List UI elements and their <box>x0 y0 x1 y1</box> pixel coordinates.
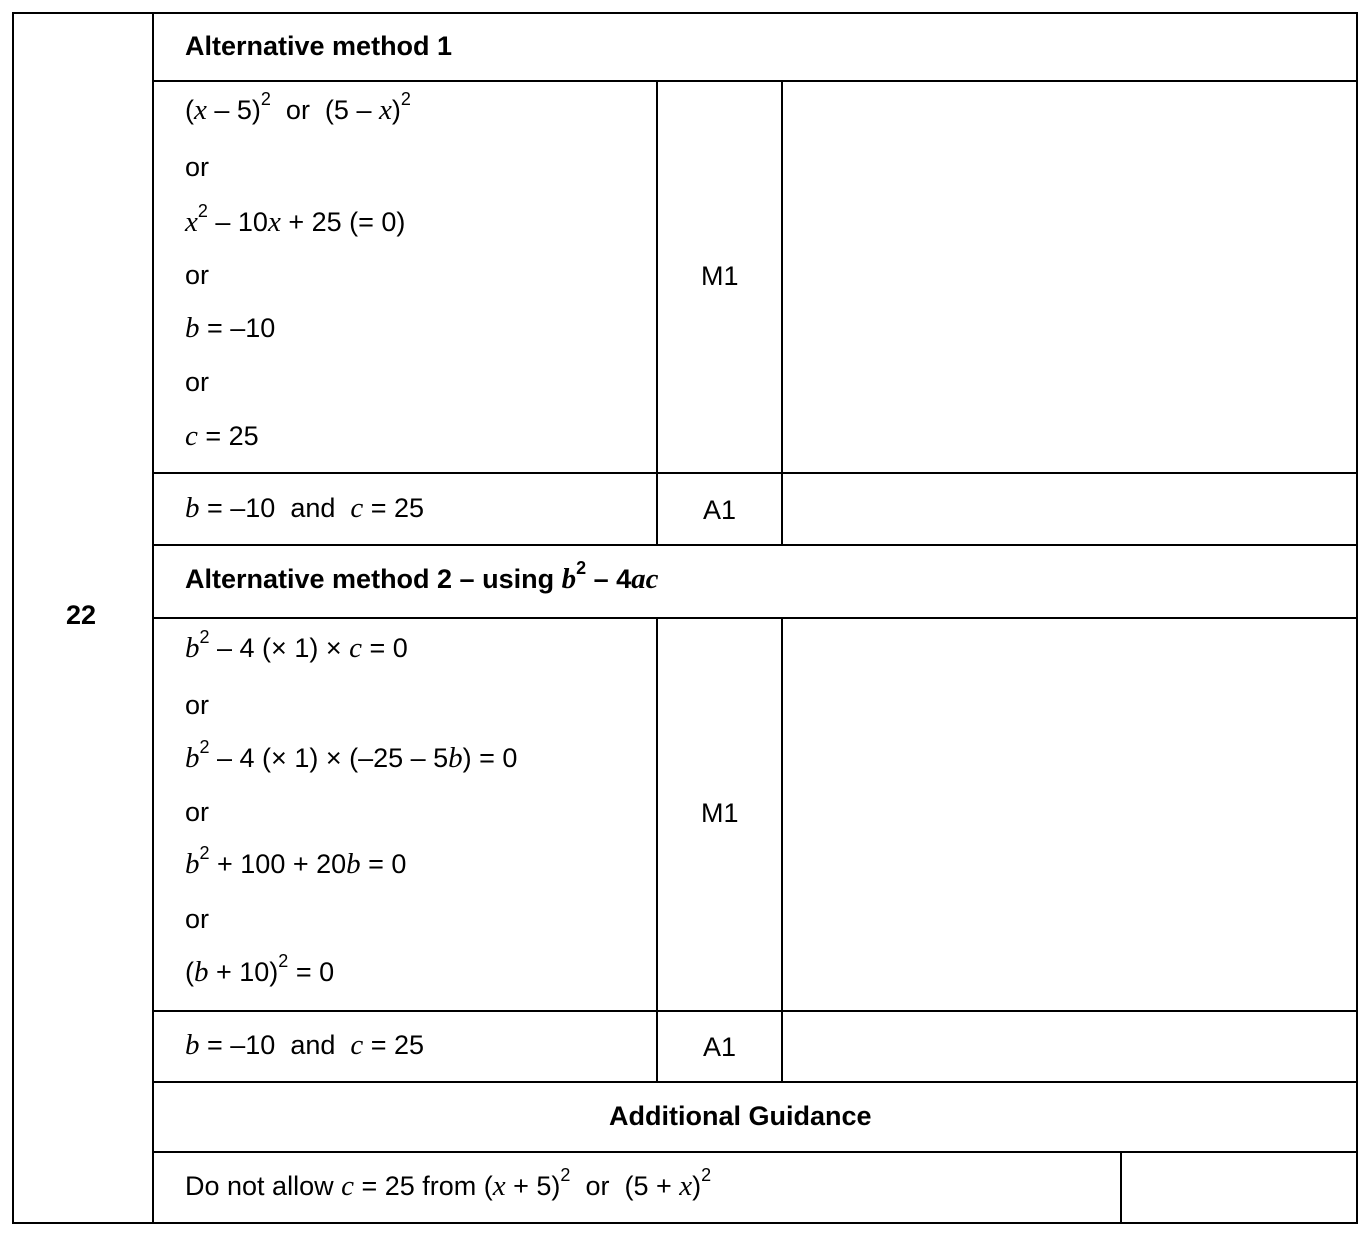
alt1-m1-mark: M1 <box>701 261 739 291</box>
alt1-title: Alternative method 1 <box>185 31 453 61</box>
working-line: $b^2 + 100 + 20b = 0$ <box>185 843 407 880</box>
working-line: or <box>185 690 210 720</box>
alt1-a1-mark: A1 <box>703 495 737 525</box>
divider <box>152 544 1358 546</box>
alt2-title: Alternative method 2 – using $b^2 - 4ac$ <box>185 558 659 595</box>
working-line: or <box>185 367 210 397</box>
alt2-a1-mark: A1 <box>703 1032 737 1062</box>
guidance-text: Do not allow c = 25 from $(x + 5)^2$ or $(5 + x)^2$ <box>185 1165 712 1202</box>
divider <box>656 618 658 1083</box>
divider <box>152 1010 1358 1012</box>
alt1-m1-working <box>185 89 645 464</box>
alt1-a1-answer: b = –10 and c = 25 <box>185 492 425 524</box>
working-line: c = 25 <box>185 420 259 452</box>
divider <box>656 82 658 546</box>
divider <box>781 618 783 1083</box>
question-number: 22 <box>66 600 97 630</box>
working-line: (x – 5)$^2$ or (5 – x)$^2$ <box>185 89 411 126</box>
divider <box>152 617 1358 619</box>
divider <box>1120 1152 1122 1224</box>
alt2-a1-answer: b = –10 and c = 25 <box>185 1029 425 1061</box>
working-line: $x^2 - 10x + 25$ (= 0) <box>185 201 406 238</box>
divider <box>152 1151 1358 1153</box>
guidance-title: Additional Guidance <box>609 1101 872 1131</box>
divider <box>781 82 783 546</box>
working-line: $b^2 - 4$ (× 1) × (–25 – 5b) = 0 <box>185 737 518 774</box>
divider <box>152 472 1358 474</box>
alt2-m1-working <box>185 627 645 1002</box>
divider <box>152 80 1358 82</box>
working-line: or <box>185 152 210 182</box>
divider <box>152 1081 1358 1083</box>
working-line: $(b + 10)^2 = 0$ <box>185 951 335 988</box>
working-line: or <box>185 904 210 934</box>
working-line: b = –10 <box>185 312 276 344</box>
working-line: $b^2 - 4$ (× 1) × c = 0 <box>185 627 408 664</box>
alt2-m1-mark: M1 <box>701 798 739 828</box>
working-line: or <box>185 260 210 290</box>
working-line: or <box>185 797 210 827</box>
